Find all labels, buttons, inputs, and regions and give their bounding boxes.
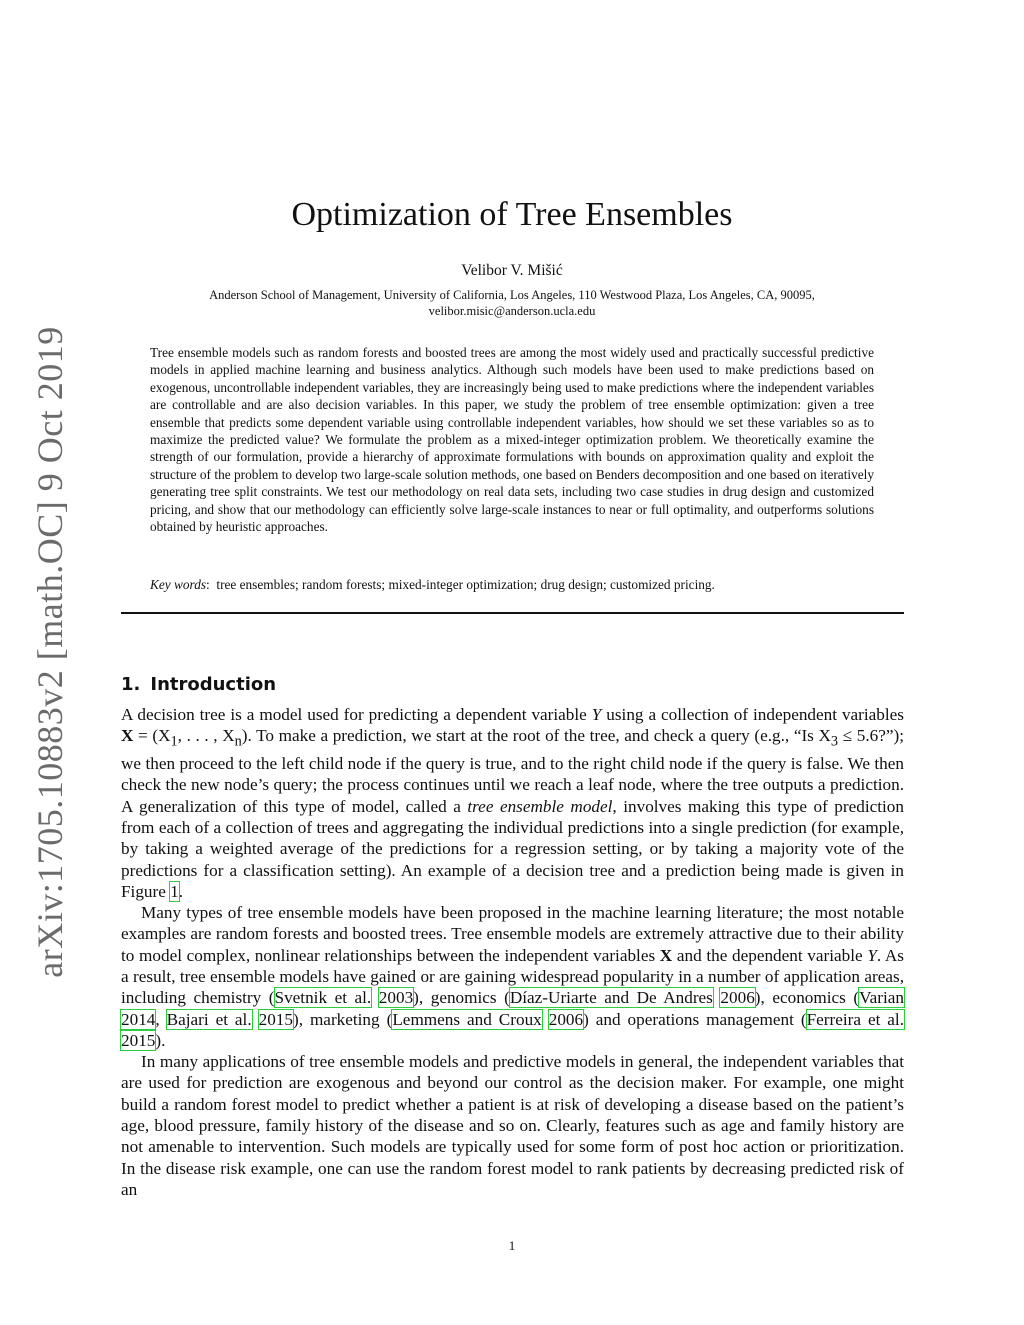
- paragraph-1: A decision tree is a model used for predicting a dependent variable Y using a collection of independent variables $X = (X_1$, . . . , $X_n$). To make a prediction, we start at the root of the tree, and check a query (e.g., “Is $X_3$ ≤ 5.6?”); we then proceed to the left child node if the query is true, and to the right child node if the query is false. We then check the new node’s query; the process continues until we reach a leaf node, where the tree outputs a prediction. A generalization of this type of model, called a tree ensemble model, involves making this type of prediction from each of a collection of trees and aggregating the individual predictions into a single prediction (for example, by taking a weighted average of the predictions for a regression setting, or by taking a majority vote of the predictions for a classification setting). An example of a decision tree and a prediction being made is given in Figure 1.: [121, 705, 904, 901]
- math-x-bold: X: [121, 726, 134, 746]
- paragraph-3: In many applications of tree ensemble models and predictive models in general, the independent variables that are used for prediction are exogenous and beyond our control as the decision maker. For example, one might build a random forest model to predict whether a patient is at risk of developing a disease based on the patient’s age, blood pressure, family history of the disease and so on. Clearly, features such as age and family history are not amenable to intervention. Such models are typically used for some form of post hoc action or prioritization. In the disease risk example, one can use the random forest model to rank patients by decreasing predicted risk of an: [121, 1052, 904, 1199]
- body-text: [121, 704, 904, 1200]
- section-heading-introduction: [121, 674, 276, 695]
- citation-link-svetnik-year[interactable]: 2003: [378, 988, 414, 1008]
- keywords-colon: :: [206, 577, 217, 592]
- citation-link-varian-year[interactable]: 2014: [121, 1009, 156, 1029]
- abstract: Tree ensemble models such as random forests and boosted trees are among the most widely used and practically successful predictive models in applied machine learning and business analytics. Although such models have been used to make predictions based on exogenous, uncontrollable independent variables, they are increasingly being used to make predictions where the independent variables are controllable and are also decision variables. In this paper, we study the problem of tree ensemble optimization: given a tree ensemble that predicts some dependent variable using controllable independent variables, how should we set these variables so as to maximize the predicted value? We formulate the problem as a mixed-integer optimization problem. We theoretically examine the strength of our formulation, provide a hierarchy of approximate formulations with bounds on approximation quality and exploit the structure of the problem to develop two large-scale solution methods, one based on Benders decomposition and one based on iteratively generating tree split constraints. We test our methodology on real data sets, including two case studies in drug design and customized pricing, and show that our methodology can efficiently solve large-scale instances to near or full optimality, and outperforms solutions obtained by heuristic approaches.: [150, 345, 874, 535]
- keywords-label: Key words: [150, 577, 207, 592]
- author-affiliation: [0, 287, 1024, 319]
- affiliation-address: Anderson School of Management, University of California, Los Angeles, 110 Westwood Plaza, Los Angeles, CA, 90095,: [209, 288, 815, 302]
- section-number: 1.: [121, 674, 141, 695]
- page-number: 1: [508, 1238, 516, 1253]
- keywords: [150, 577, 874, 593]
- citation-link-bajari[interactable]: Bajari et al.: [166, 1009, 252, 1029]
- citation-link-diaz-uriarte-year[interactable]: 2006: [720, 988, 755, 1008]
- author-name: Velibor V. Mišić: [461, 262, 563, 279]
- term-tree-ensemble-model: tree ensemble model: [467, 796, 613, 816]
- paragraph-2: Many types of tree ensemble models have been proposed in the machine learning literature; the most notable examples are random forests and boosted trees. Tree ensemble models are extremely attractive due to their ability to model complex, nonlinear relationships between the independent variables X and the dependent variable Y. As a result, tree ensemble models have gained or are gaining widespread popularity in a number of application areas, including chemistry (Svetnik et al. 2003), genomics (Díaz-Uriarte and De Andres 2006), economics (Varian 2014, Bajari et al. 2015), marketing (Lemmens and Croux 2006) and operations management (Ferreira et al. 2015).: [121, 903, 905, 1050]
- citation-link-bajari-year[interactable]: 2015: [258, 1009, 293, 1029]
- math-x-bold: X: [659, 945, 673, 965]
- citation-link-diaz-uriarte[interactable]: Díaz-Uriarte and De Andres: [509, 988, 713, 1008]
- citation-link-lemmens[interactable]: Lemmens and Croux: [392, 1009, 542, 1029]
- arxiv-identifier-stamp: [30, 326, 70, 978]
- citation-link-svetnik[interactable]: Svetnik et al.: [274, 988, 372, 1008]
- math-y: Y: [591, 705, 602, 724]
- arxiv-identifier-text: arXiv:1705.10883v2 [math.OC] 9 Oct 2019: [30, 326, 70, 978]
- citation-link-varian[interactable]: Varian: [859, 988, 904, 1008]
- math-y: Y: [867, 945, 877, 965]
- figure-link-1[interactable]: 1: [170, 881, 179, 901]
- citation-link-lemmens-year[interactable]: 2006: [548, 1009, 584, 1029]
- author-email[interactable]: velibor.misic@anderson.ucla.edu: [428, 304, 596, 318]
- keywords-list: tree ensembles; random forests; mixed-integer optimization; drug design; customized pricing.: [216, 577, 715, 592]
- section-title: Introduction: [150, 674, 277, 695]
- citation-link-ferreira[interactable]: Ferreira et al.: [806, 1009, 904, 1029]
- section-divider: [121, 612, 904, 614]
- citation-link-ferreira-year[interactable]: 2015: [121, 1030, 156, 1050]
- paper-title: Optimization of Tree Ensembles: [291, 196, 733, 233]
